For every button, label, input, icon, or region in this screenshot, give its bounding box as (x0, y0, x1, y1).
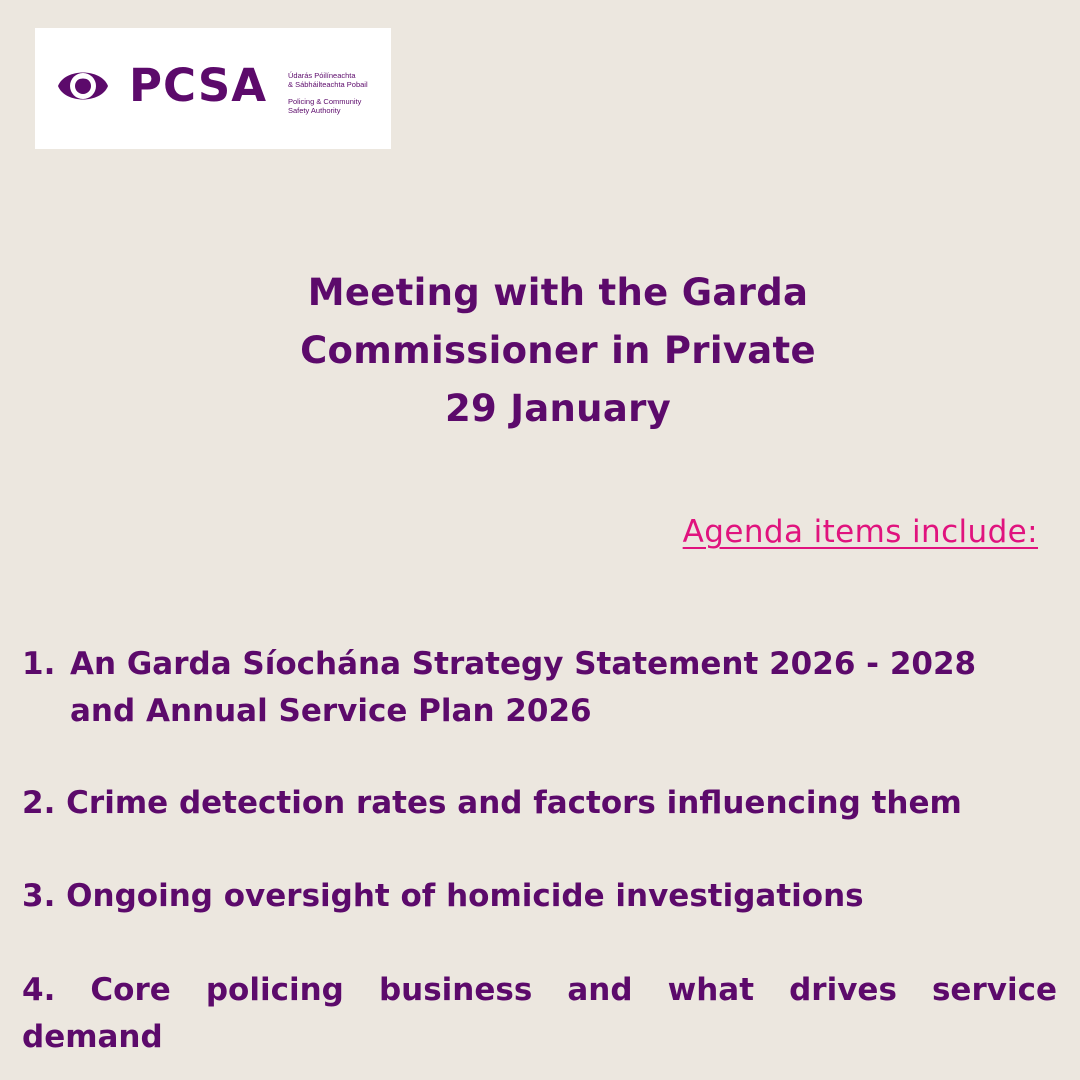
logo-irish-name: Údarás Póilíneachta & Sábháilteachta Pobail (288, 71, 368, 89)
agenda-item-text: Ongoing oversight of homicide investigations (66, 878, 864, 914)
agenda-word: and (567, 972, 633, 1008)
agenda-word: what (667, 972, 755, 1008)
title-line-2: Commissioner in Private (300, 329, 816, 372)
agenda-item-text (22, 967, 1057, 1014)
logo-panel (35, 28, 391, 149)
logo-wordmark: PCSA (129, 59, 268, 112)
agenda-item-text-continued: demand (22, 1019, 163, 1055)
agenda-word: Core (90, 972, 171, 1008)
agenda-word: service (931, 972, 1057, 1008)
agenda-item-number: 4. (22, 972, 56, 1008)
agenda-heading: Agenda items include: (682, 514, 1038, 550)
title-line-1: Meeting with the Garda (307, 271, 809, 314)
agenda-item-text-continued: and Annual Service Plan 2026 (70, 693, 592, 729)
page-title (0, 264, 1080, 438)
agenda-item-2 (22, 780, 1057, 827)
agenda-item-1 (22, 641, 1057, 735)
agenda-item-number: 1. (22, 646, 56, 682)
agenda-word: business (378, 972, 533, 1008)
agenda-word: policing (205, 972, 344, 1008)
eye-icon (56, 59, 110, 113)
agenda-item-number: 2. (22, 785, 56, 821)
logo-english-name: Policing & Community Safety Authority (288, 97, 362, 115)
agenda-word: drives (789, 972, 897, 1008)
agenda-item-number: 3. (22, 878, 56, 914)
agenda-item-3 (22, 873, 1057, 920)
title-line-3: 29 January (444, 387, 672, 430)
agenda-item-text: An Garda Síochána Strategy Statement 2026 - 2028 (70, 646, 977, 682)
agenda-item-text: Crime detection rates and factors influencing them (66, 785, 962, 821)
agenda-item-4 (22, 967, 1057, 1061)
